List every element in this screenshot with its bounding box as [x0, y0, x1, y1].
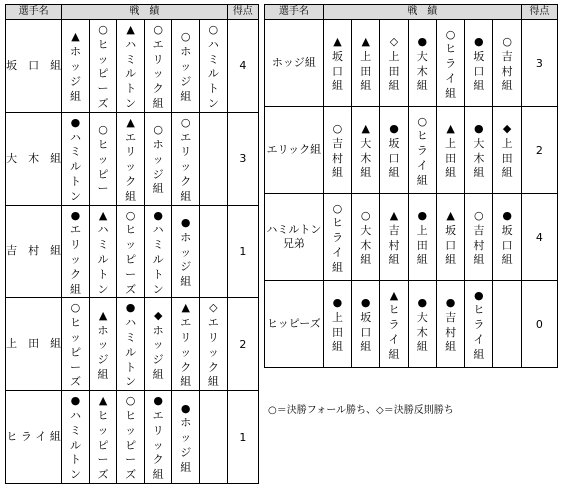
team-row: [265, 107, 558, 194]
vertical-text: ● ハ ミ ル ト ン: [125, 301, 137, 389]
match-result: [144, 20, 172, 113]
match-result: [352, 281, 380, 368]
team-points: 3: [521, 20, 557, 107]
vertical-text: ▲ 上 田 組: [445, 121, 457, 180]
team-name: 吉 村 組: [6, 205, 62, 298]
match-result: [408, 107, 436, 194]
match-result: [323, 281, 351, 368]
match-result: [144, 298, 172, 391]
match-result: [89, 205, 117, 298]
team-row: [6, 298, 259, 391]
team-row: [265, 20, 558, 107]
vertical-text: ▲ エ リ ッ ク 組: [125, 115, 137, 203]
vertical-text: ○ ホ ッ ジ 組: [152, 123, 164, 196]
vertical-text: ○ ヒ ッ ピ ー ズ: [125, 394, 137, 482]
team-row: [265, 281, 558, 368]
match-result: [117, 112, 145, 205]
match-result: [493, 20, 521, 107]
vertical-text: ● ホ ッ ジ 組: [180, 215, 192, 289]
vertical-text: ◇ 上 田 組: [388, 34, 400, 93]
vertical-text: ● ハ ミ ル ト ン: [152, 208, 164, 296]
match-result: [436, 194, 464, 281]
points-header: 得点: [227, 5, 258, 20]
team-points: 4: [521, 194, 557, 281]
match-result: [200, 298, 228, 391]
match-result: [117, 391, 145, 484]
match-result: [144, 391, 172, 484]
match-result: [144, 205, 172, 298]
match-result: [408, 194, 436, 281]
match-result: [62, 391, 90, 484]
match-result: [493, 194, 521, 281]
match-result: [323, 107, 351, 194]
match-result: [89, 298, 117, 391]
vertical-text: ● ホ ッ ジ 組: [180, 401, 192, 474]
vertical-text: ● エ リ ッ ク 組: [69, 208, 81, 296]
vertical-text: ○ ヒ ッ ピ ー ズ: [69, 301, 81, 389]
vertical-text: ● 坂 口 組: [360, 295, 372, 354]
match-result: [380, 20, 408, 107]
legend-note: ○＝決勝フォール勝ち、◇＝決勝反則勝ち: [268, 405, 454, 416]
vertical-text: ● ハ ミ ル ト ン: [69, 115, 81, 203]
match-result: [465, 107, 493, 194]
vertical-text: ● エ リ ッ ク 組: [152, 394, 164, 482]
team-row: [6, 205, 259, 298]
match-result: [436, 107, 464, 194]
team-name: ハミルトン兄弟: [265, 194, 324, 281]
vertical-text: ○ ヒ ッ ピ ー ズ: [125, 208, 137, 296]
vertical-text: ● 上 田 組: [331, 295, 343, 354]
right-standings-table: [264, 4, 558, 368]
vertical-text: ▲ エ リ ッ ク 組: [180, 301, 192, 389]
vertical-text: ▲ ホ ッ ジ 組: [69, 30, 81, 103]
match-result: [172, 205, 200, 298]
match-result: [380, 107, 408, 194]
results-header: 戦 績: [62, 5, 227, 20]
match-result: [89, 20, 117, 113]
match-result: [62, 20, 90, 113]
match-result: [380, 281, 408, 368]
vertical-text: ○ ヒ ラ イ 組: [416, 114, 428, 187]
vertical-text: ● 坂 口 組: [501, 208, 513, 267]
match-result: [62, 205, 90, 298]
vertical-text: ● 坂 口 組: [473, 34, 485, 93]
vertical-text: ○ 大 木 組: [360, 208, 372, 267]
vertical-text: ▲ ホ ッ ジ 組: [97, 308, 109, 381]
match-result: [465, 20, 493, 107]
vertical-text: ◆ 上 田 組: [501, 121, 513, 180]
match-result: [408, 281, 436, 368]
vertical-text: ● 坂 口 組: [388, 121, 400, 180]
vertical-text: ▲ ヒ ラ イ 組: [388, 288, 400, 361]
vertical-text: ◇ エ リ ッ ク 組: [207, 301, 219, 389]
match-result: [172, 20, 200, 113]
vertical-text: ○ ヒ ラ イ 組: [331, 201, 343, 274]
vertical-text: ▲ ハ ミ ル ト ン: [97, 208, 109, 296]
vertical-text: ○ ホ ッ ジ 組: [180, 30, 192, 103]
vertical-text: ▲ ヒ ッ ピ ー ズ: [97, 394, 109, 482]
vertical-text: ○ ヒ ッ ピ ー: [97, 123, 109, 196]
vertical-text: ● ハ ミ ル ト ン: [69, 394, 81, 482]
match-result: [200, 112, 228, 205]
match-result: [380, 194, 408, 281]
vertical-text: ● 上 田 組: [416, 208, 428, 267]
match-result: [352, 20, 380, 107]
vertical-text: ○ 吉 村 組: [501, 34, 513, 93]
vertical-text: ○ 吉 村 組: [473, 208, 485, 267]
team-points: 2: [521, 107, 557, 194]
match-result: [117, 205, 145, 298]
vertical-text: ● 大 木 組: [473, 121, 485, 180]
vertical-text: ● ヒ ラ イ 組: [473, 288, 485, 361]
vertical-text: ▲ ハ ミ ル ト ン: [125, 23, 137, 110]
team-points: 1: [227, 205, 258, 298]
vertical-text: ▲ 吉 村 組: [388, 208, 400, 267]
match-result: [436, 20, 464, 107]
match-result: [172, 298, 200, 391]
team-points: 0: [521, 281, 557, 368]
vertical-text: ● 吉 村 組: [445, 295, 457, 354]
vertical-text: ◆ ホ ッ ジ 組: [152, 308, 164, 381]
team-name: 上 田 組: [6, 298, 62, 391]
team-points: 4: [227, 20, 258, 113]
match-result: [493, 107, 521, 194]
match-result: [89, 391, 117, 484]
team-name: エリック組: [265, 107, 324, 194]
match-result: [172, 112, 200, 205]
vertical-text: ▲ 大 木 組: [360, 121, 372, 180]
match-result: [117, 298, 145, 391]
points-header: 得点: [521, 5, 557, 20]
vertical-text: ▲ 坂 口 組: [445, 208, 457, 267]
match-result: [465, 194, 493, 281]
match-result: [62, 112, 90, 205]
match-result: [352, 107, 380, 194]
player-header: 選手名: [6, 5, 62, 20]
vertical-text: ○ ヒ ッ ピ ー ズ: [97, 23, 109, 110]
vertical-text: ○ ハ ミ ル ト ン: [207, 23, 219, 110]
match-result: [144, 112, 172, 205]
vertical-text: ● 大 木 組: [416, 34, 428, 93]
left-standings-table: [5, 4, 259, 484]
team-name: 大 木 組: [6, 112, 62, 205]
vertical-text: ▲ 坂 口 組: [331, 34, 343, 93]
team-name: ホッジ組: [265, 20, 324, 107]
match-result: [62, 298, 90, 391]
vertical-text: ○ 吉 村 組: [331, 121, 343, 180]
match-result: [465, 281, 493, 368]
player-header: 選手名: [265, 5, 324, 20]
match-result: [323, 20, 351, 107]
team-row: [265, 194, 558, 281]
match-result: [89, 112, 117, 205]
team-row: [6, 20, 259, 113]
vertical-text: ▲ 上 田 組: [360, 34, 372, 93]
vertical-text: ○ エ リ ッ ク 組: [180, 115, 192, 203]
vertical-text: ● 大 木 組: [416, 295, 428, 354]
team-name: 坂 口 組: [6, 20, 62, 113]
team-name: ヒッピーズ: [265, 281, 324, 368]
match-result: [352, 194, 380, 281]
vertical-text: ○ ヒ ラ イ 組: [445, 27, 457, 100]
match-result: [172, 391, 200, 484]
team-row: [6, 112, 259, 205]
match-result: [200, 20, 228, 113]
team-points: 1: [227, 391, 258, 484]
match-result: [436, 281, 464, 368]
team-points: 2: [227, 298, 258, 391]
results-header: 戦 績: [323, 5, 521, 20]
match-result: [323, 194, 351, 281]
match-result: [200, 205, 228, 298]
match-result: [200, 391, 228, 484]
match-result: [117, 20, 145, 113]
match-result: [493, 281, 521, 368]
vertical-text: ○ エ リ ッ ク 組: [152, 23, 164, 110]
team-name: ヒ ラ イ 組: [6, 391, 62, 484]
team-row: [6, 391, 259, 484]
match-result: [408, 20, 436, 107]
team-points: 3: [227, 112, 258, 205]
